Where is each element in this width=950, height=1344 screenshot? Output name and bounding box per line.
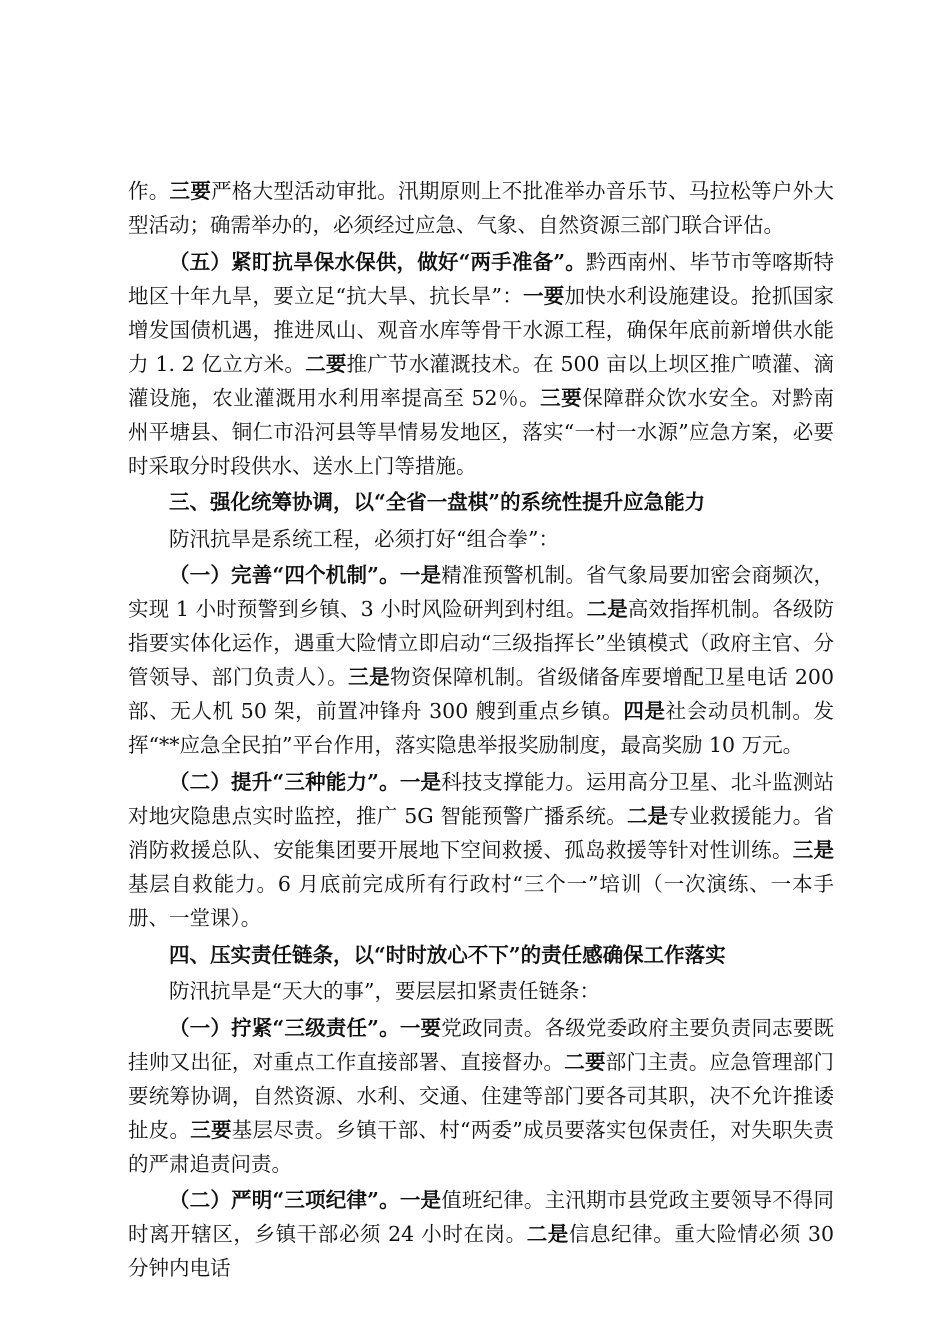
bold-text-run: 三、强化统筹协调，以“全省一盘棋”的系统性提升应急能力 — [169, 490, 706, 515]
bold-text-run: 二要 — [305, 351, 347, 376]
bold-text-run: （一）完善“四个机制”。 — [169, 563, 400, 588]
bold-text-run: 二是 — [586, 597, 628, 622]
bold-text-run: 三要 — [190, 1117, 232, 1142]
text-run: 基层自救能力。6 月底前完成所有行政村“三个一”培训（一次演练、一本手册、一堂课）。 — [128, 871, 834, 930]
bold-text-run: （五）紧盯抗旱保水保供，做好“两手准备”。 — [169, 249, 586, 274]
bold-text-run: （二）提升“三种能力”。 — [169, 769, 400, 794]
text-run: 精准预警机制。省气象局要加密会商频次，实现 1 小时预警到乡镇、3 小时风险研判到村组。 — [128, 563, 835, 622]
bold-text-run: 一是 — [399, 563, 442, 588]
text-run: 值班纪律。主汛期市县党政主要领导不得同时离开辖区，乡镇干部必须 24 小时在岗。 — [128, 1188, 835, 1247]
paragraph — [128, 974, 834, 1008]
bold-text-run: 三要 — [169, 179, 212, 203]
text-run: 黔西南州、毕节市等喀斯特地区十年九旱，要立足“抗大旱、抗长旱”： — [128, 249, 834, 308]
bold-text-run: 一是 — [399, 1188, 442, 1213]
bold-text-run: 二是 — [526, 1222, 569, 1247]
text-run: 作。 — [128, 179, 170, 203]
paragraph — [128, 174, 834, 242]
paragraph — [128, 1011, 834, 1181]
text-run: 防汛抗旱是系统工程，必须打好“组合拳”： — [169, 526, 559, 551]
bold-text-run: （二）严明“三项纪律”。 — [169, 1188, 400, 1213]
bold-text-run: 二要 — [564, 1049, 606, 1074]
bold-text-run: 一要 — [522, 283, 565, 308]
text-run: 物资保障机制。省级储备库要增配卫星电话 200 部、无人机 50 架，前置冲锋舟 300 艘到重点乡镇。 — [128, 665, 835, 724]
bold-text-run: 三是 — [348, 665, 391, 690]
text-run: 信息纪律。重大险情必须 30 分钟内电话 — [128, 1222, 834, 1281]
paragraph — [128, 245, 834, 483]
bold-text-run: 二是 — [626, 803, 669, 828]
document-body — [128, 174, 834, 1288]
text-run: 社会动员机制。发挥“**应急全民拍”平台作用，落实隐患举报奖励制度，最高奖励 10 万元。 — [128, 699, 835, 758]
paragraph — [128, 938, 834, 972]
text-run: 基层尽责。乡镇干部、村“两委”成员要落实包保责任，对失职失责的严肃追责问责。 — [128, 1117, 835, 1176]
paragraph — [128, 558, 834, 762]
bold-text-run: 一是 — [399, 769, 442, 794]
text-run: 党政同责。各级党委政府主要负责同志要既挂帅又出征，对重点工作直接部署、直接督办。 — [128, 1015, 835, 1074]
paragraph — [128, 522, 834, 556]
bold-text-run: 三要 — [540, 385, 583, 410]
paragraph — [128, 1183, 834, 1285]
bold-text-run: 一要 — [399, 1015, 442, 1040]
bold-text-run: 四、压实责任链条，以“时时放心不下”的责任感确保工作落实 — [169, 942, 726, 967]
text-run: 科技支撑能力。运用高分卫星、北斗监测站对地灾隐患点实时监控，推广 5G 智能预警广播系统。 — [128, 769, 835, 828]
text-run: 专业救援能力。省消防救援总队、安能集团要开展地下空间救援、孤岛救援等针对性训练。 — [128, 803, 835, 862]
text-run: 高效指挥机制。各级防指要实体化运作，遇重大险情立即启动“三级指挥长”坐镇模式（政府主官、分管领导、部门负责人）。 — [128, 597, 835, 690]
text-run: 防汛抗旱是“天大的事”，要层层扣紧责任链条： — [169, 979, 600, 1004]
text-run: 保障群众饮水安全。对黔南州平塘县、铜仁市沿河县等旱情易发地区，落实“一村一水源”应急方案，必要时采取分时段供水、送水上门等措施。 — [128, 385, 834, 478]
text-run: 部门主责。应急管理部门要统筹协调，自然资源、水利、交通、住建等部门要各司其职，决不允许推诿扯皮。 — [128, 1049, 835, 1142]
bold-text-run: （一）拧紧“三级责任”。 — [169, 1015, 400, 1040]
text-run: 推广节水灌溉技术。在 500 亩以上坝区推广喷灌、滴灌设施，农业灌溉用水利用率提高至 52％。 — [128, 351, 834, 410]
paragraph — [128, 485, 834, 519]
text-run: 加快水利设施建设。抢抓国家增发国债机遇，推进凤山、观音水库等骨干水源工程，确保年底前新增供水能力 1. 2 亿立方米。 — [128, 283, 835, 376]
paragraph — [128, 765, 834, 935]
bold-text-run: 四是 — [623, 699, 666, 724]
text-run: 严格大型活动审批。汛期原则上不批准举办音乐节、马拉松等户外大型活动；确需举办的，必须经过应急、气象、自然资源三部门联合评估。 — [128, 179, 835, 237]
bold-text-run: 三是 — [792, 837, 835, 862]
